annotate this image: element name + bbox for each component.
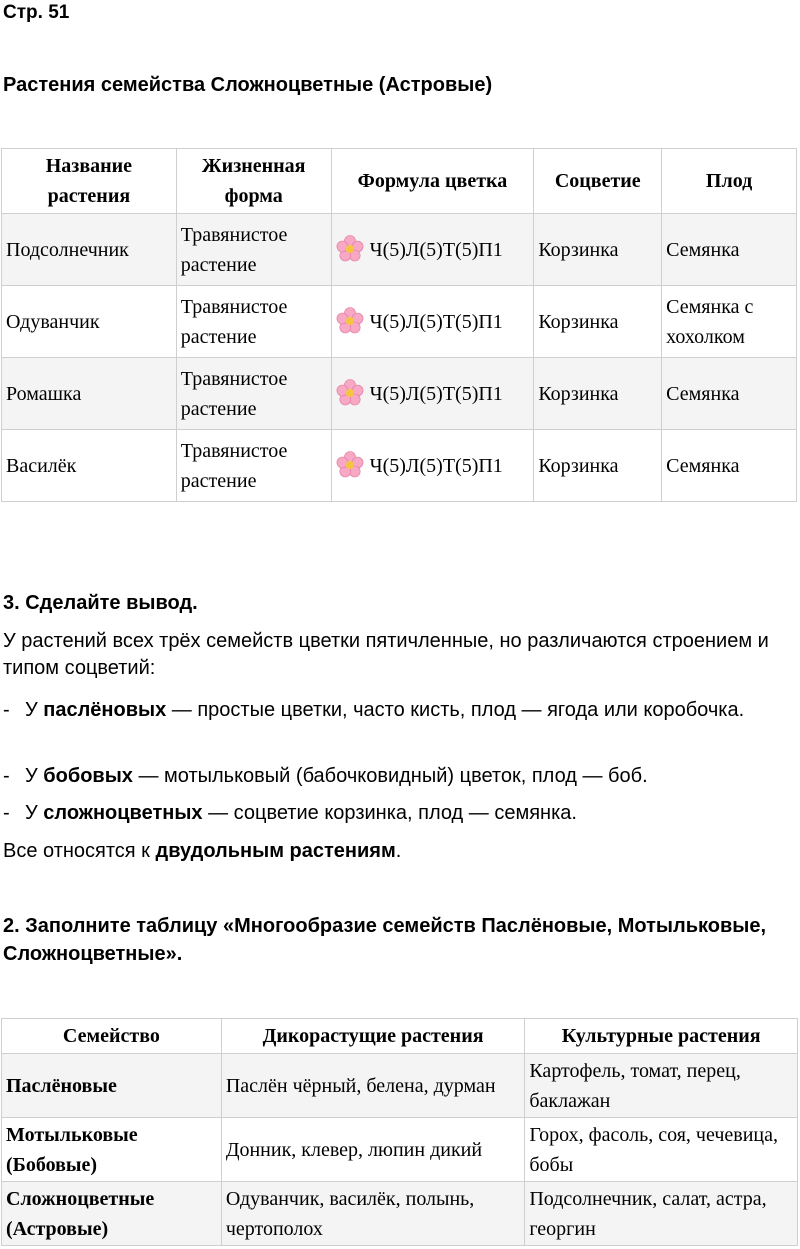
bullet-bold: бобовых xyxy=(43,765,133,787)
col-header-wild: Дикорастущие растения xyxy=(221,1019,525,1054)
formula-text: Ч(5)Л(5)Т(5)П1 xyxy=(369,382,503,405)
col-header-inflorescence: Соцветие xyxy=(534,149,662,214)
formula-text: Ч(5)Л(5)Т(5)П1 xyxy=(369,238,503,261)
formula-text: Ч(5)Л(5)Т(5)П1 xyxy=(369,310,503,333)
bullet-prefix: У xyxy=(25,699,44,721)
bullet-bold: сложноцветных xyxy=(43,802,203,824)
bullet-dash: - xyxy=(3,699,10,721)
list-item xyxy=(3,799,793,827)
cell-cultivated: Горох, фасоль, соя, чечевица, бобы xyxy=(525,1118,798,1182)
cell-wild: Донник, клевер, люпин дикий xyxy=(221,1118,525,1182)
flower-icon xyxy=(336,235,364,263)
cell-family: Паслёновые xyxy=(2,1054,222,1118)
table-header-row xyxy=(2,149,797,214)
cell-inflorescence: Корзинка xyxy=(534,358,662,430)
col-header-form: Жизненная форма xyxy=(176,149,331,214)
cell-family: Сложноцветные (Астровые) xyxy=(2,1182,222,1246)
page-label: Стр. 51 xyxy=(3,2,70,23)
cell-wild: Одуванчик, василёк, полынь, чертополох xyxy=(221,1182,525,1246)
cell-family: Мотыльковые (Бобовые) xyxy=(2,1118,222,1182)
conclusion-prefix: Все относятся к xyxy=(3,840,156,862)
conclusion-bold: двудольным растениям xyxy=(155,840,396,862)
table-row xyxy=(2,358,797,430)
formula-text: Ч(5)Л(5)Т(5)П1 xyxy=(369,454,503,477)
section3-intro: У растений всех трёх семейств цветки пятичленные, но различаются строением и типом соцветий: xyxy=(3,630,769,679)
task2-heading: 2. Заполните таблицу «Многообразие семейств Паслёновые, Мотыльковые, Сложноцветные». xyxy=(3,915,767,965)
cell-fruit: Семянка xyxy=(662,214,797,286)
col-header-formula: Формула цветка xyxy=(331,149,534,214)
flower-icon xyxy=(336,307,364,335)
col-header-fruit: Плод xyxy=(662,149,797,214)
cell-form: Травянистое растение xyxy=(176,430,331,502)
section3-heading: 3. Сделайте вывод. xyxy=(3,592,198,614)
bullet-prefix: У xyxy=(25,765,44,787)
conclusion-suffix: . xyxy=(395,840,402,862)
cell-form: Травянистое растение xyxy=(176,286,331,358)
flower-icon xyxy=(336,451,364,479)
cell-inflorescence: Корзинка xyxy=(534,430,662,502)
bullet-dash: - xyxy=(3,765,10,787)
cell-formula xyxy=(331,430,534,502)
cell-name: Подсолнечник xyxy=(2,214,177,286)
cell-fruit: Семянка xyxy=(662,358,797,430)
table-header-row xyxy=(2,1019,798,1054)
cell-wild: Паслён чёрный, белена, дурман xyxy=(221,1054,525,1118)
table-row xyxy=(2,1054,798,1118)
list-item xyxy=(3,696,793,724)
cell-cultivated: Картофель, томат, перец, баклажан xyxy=(525,1054,798,1118)
cell-inflorescence: Корзинка xyxy=(534,286,662,358)
cell-formula xyxy=(331,286,534,358)
cell-fruit: Семянка xyxy=(662,430,797,502)
bullet-rest: — простые цветки, часто кисть, плод — ягода или коробочка. xyxy=(166,699,745,721)
bullet-rest: — соцветие корзинка, плод — семянка. xyxy=(202,802,577,824)
table-row xyxy=(2,430,797,502)
flower-icon xyxy=(336,379,364,407)
cell-fruit: Семянка с хохолком xyxy=(662,286,797,358)
cell-form: Травянистое растение xyxy=(176,358,331,430)
cell-name: Василёк xyxy=(2,430,177,502)
bullet-prefix: У xyxy=(25,802,44,824)
cell-formula xyxy=(331,214,534,286)
cell-formula xyxy=(331,358,534,430)
col-header-family: Семейство xyxy=(2,1019,222,1054)
table1-title: Растения семейства Сложноцветные (Астровые) xyxy=(3,74,493,96)
cell-inflorescence: Корзинка xyxy=(534,214,662,286)
table-row xyxy=(2,214,797,286)
table-row xyxy=(2,1182,798,1246)
section3-conclusion xyxy=(3,840,401,863)
col-header-name: Название растения xyxy=(2,149,177,214)
table-row xyxy=(2,286,797,358)
asteraceae-table xyxy=(1,148,797,502)
list-item xyxy=(3,762,793,790)
bullet-rest: — мотыльковый (бабочковидный) цветок, плод — боб. xyxy=(132,765,648,787)
cell-name: Ромашка xyxy=(2,358,177,430)
bullet-dash: - xyxy=(3,802,10,824)
table-row xyxy=(2,1118,798,1182)
col-header-cultivated: Культурные растения xyxy=(525,1019,798,1054)
families-table xyxy=(1,1018,798,1246)
cell-cultivated: Подсолнечник, салат, астра, георгин xyxy=(525,1182,798,1246)
bullet-bold: паслёновых xyxy=(43,699,167,721)
cell-name: Одуванчик xyxy=(2,286,177,358)
cell-form: Травянистое растение xyxy=(176,214,331,286)
